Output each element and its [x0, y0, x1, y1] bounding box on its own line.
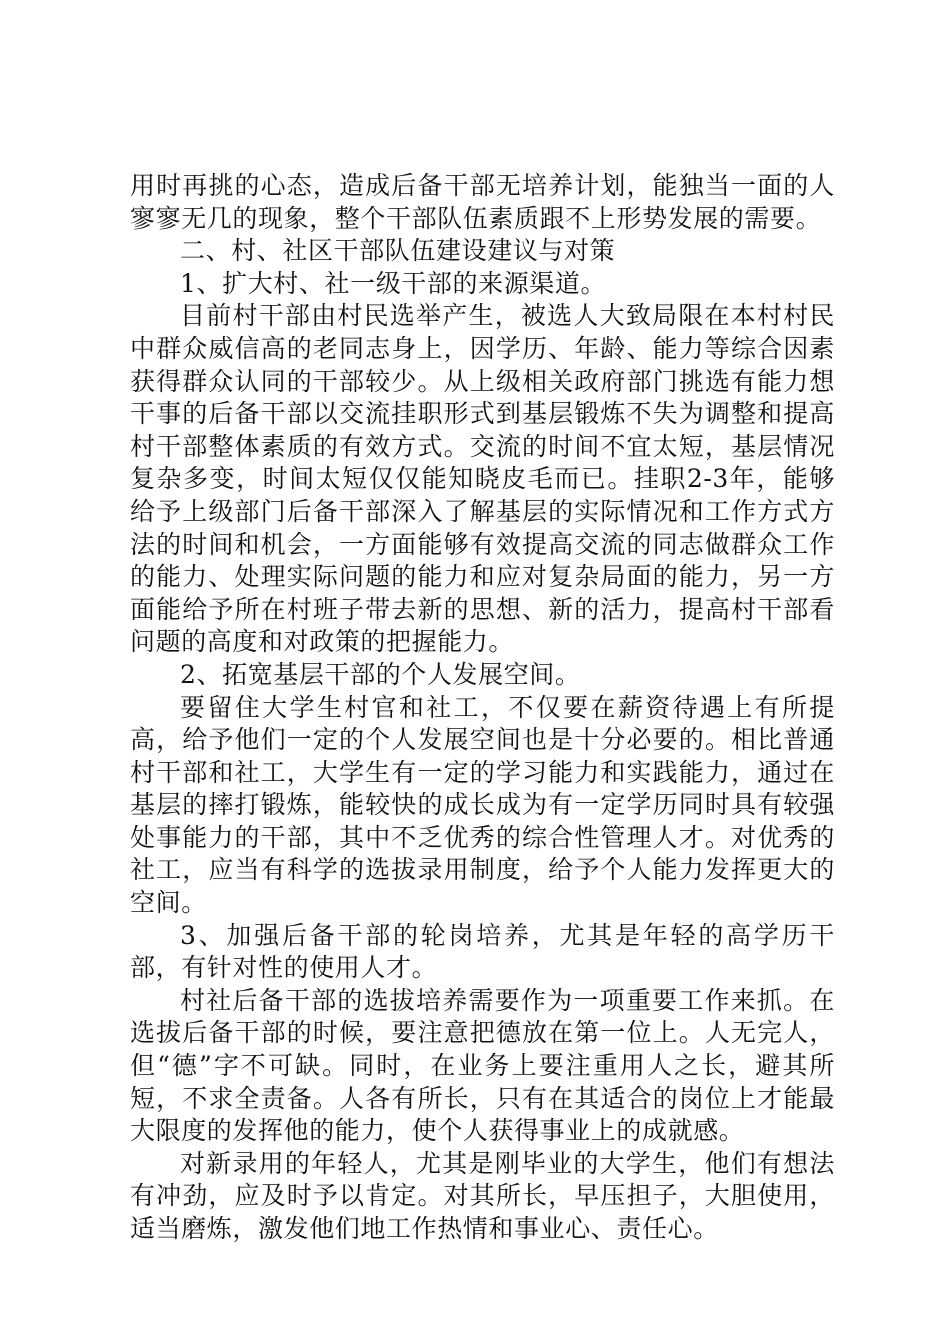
paragraph-2: 要留住大学生村官和社工，不仅要在薪资待遇上有所提高，给予他们一定的个人发展空间也是十分必要的。相比普通村干部和社工，大学生有一定的学习能力和实践能力，通过在基层的摔打锻炼，能较快的成长成为有一定学历同时具有较强处事能力的干部，其中不乏优秀的综合性管理人才。对优秀的社工，应当有科学的选拔录用制度，给予个人能力发挥更大的空间。	[130, 692, 835, 918]
subheading-2: 2、拓宽基层干部的个人发展空间。	[180, 659, 581, 689]
subheading-3: 3、加强后备干部的轮岗培养，尤其是年轻的高学历干部，有针对性的使用人才。	[130, 920, 835, 983]
paragraph-1: 目前村干部由村民选举产生，被选人大致局限在本村村民中群众威信高的老同志身上，因学历、年龄、能力等综合因素获得群众认同的干部较少。从上级相关政府部门挑选有能力想干事的后备干部以交流挂职形式到基层锻炼不失为调整和提高村干部整体素质的有效方式。交流的时间不宜太短，基层情况复杂多变，时间太短仅仅能知晓皮毛而已。挂职2-3年，能够给予上级部门后备干部深入了解基层的实际情况和工作方式方法的时间和机会，一方面能够有效提高交流的同志做群众工作的能力、处理实际问题的能力和应对复杂局面的能力，另一方面能给予所在村班子带去新的思想、新的活力，提高村干部看问题的高度和对政策的把握能力。	[130, 301, 835, 657]
paragraph-continuation: 用时再挑的心态，造成后备干部无培养计划，能独当一面的人寥寥无几的现象，整个干部队伍素质跟不上形势发展的需要。	[130, 171, 835, 233]
paragraph-4: 对新录用的年轻人，尤其是刚毕业的大学生，他们有想法有冲劲，应及时予以肯定。对其所长，早压担子，大胆使用，适当磨炼，激发他们地工作热情和事业心、责任心。	[130, 1148, 835, 1243]
document-body	[130, 170, 835, 1246]
subheading-1: 1、扩大村、社一级干部的来源渠道。	[180, 268, 607, 298]
paragraph-3: 村社后备干部的选拔培养需要作为一项重要工作来抓。在选拔后备干部的时候，要注意把德放在第一位上。人无完人，但“德”字不可缺。同时，在业务上要注重用人之长，避其所短，不求全责备。人各有所长，只有在其适合的岗位上才能最大限度的发挥他的能力，使个人获得事业上的成就感。	[130, 985, 835, 1146]
section-heading: 二、村、社区干部队伍建设建议与对策	[180, 236, 616, 266]
